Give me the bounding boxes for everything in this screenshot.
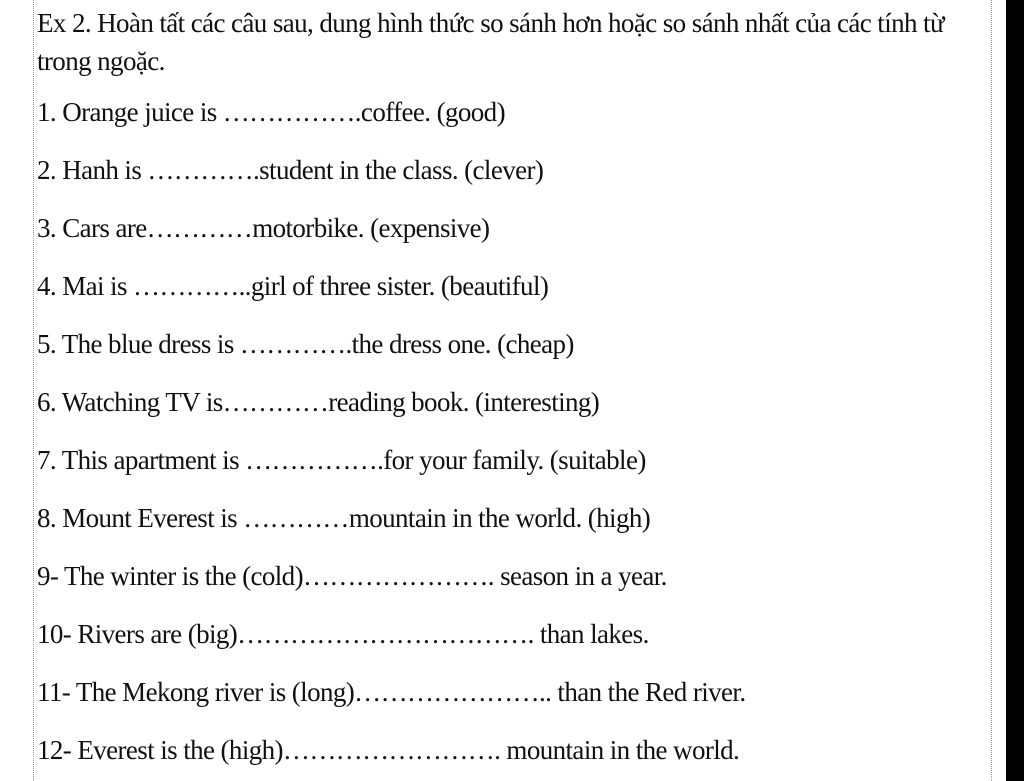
exercise-content (37, 4, 987, 779)
exercise-item-12: 12- Everest is the (high)……………………. mountain in the world. (37, 735, 740, 765)
window-edge (1006, 0, 1024, 781)
exercise-item-5: 5. The blue dress is ………….the dress one. (cheap) (37, 329, 574, 359)
exercise-item-3: 3. Cars are…………motorbike. (expensive) (37, 213, 490, 243)
exercise-item-2: 2. Hanh is ………….student in the class. (clever) (37, 155, 544, 185)
right-margin-guide (991, 0, 992, 781)
exercise-item-4: 4. Mai is …………..girl of three sister. (beautiful) (37, 271, 549, 301)
exercise-heading: Ex 2. Hoàn tất các câu sau, dung hình thức so sánh hơn hoặc so sánh nhất của các tính từ trong ngoặc. (37, 8, 944, 76)
exercise-item-6: 6. Watching TV is…………reading book. (interesting) (37, 387, 600, 417)
exercise-item-10: 10- Rivers are (big)……………………………. than lakes. (37, 619, 649, 649)
exercise-list (37, 83, 987, 779)
exercise-item-7: 7. This apartment is …………….for your family. (suitable) (37, 445, 646, 475)
exercise-item-8: 8. Mount Everest is …………mountain in the world. (high) (37, 503, 651, 533)
exercise-item-1: 1. Orange juice is …………….coffee. (good) (37, 97, 505, 127)
exercise-item-9: 9- The winter is the (cold)…………………. season in a year. (37, 561, 667, 591)
exercise-item-11: 11- The Mekong river is (long)………………….. than the Red river. (37, 677, 746, 707)
left-margin-guide (33, 0, 34, 781)
